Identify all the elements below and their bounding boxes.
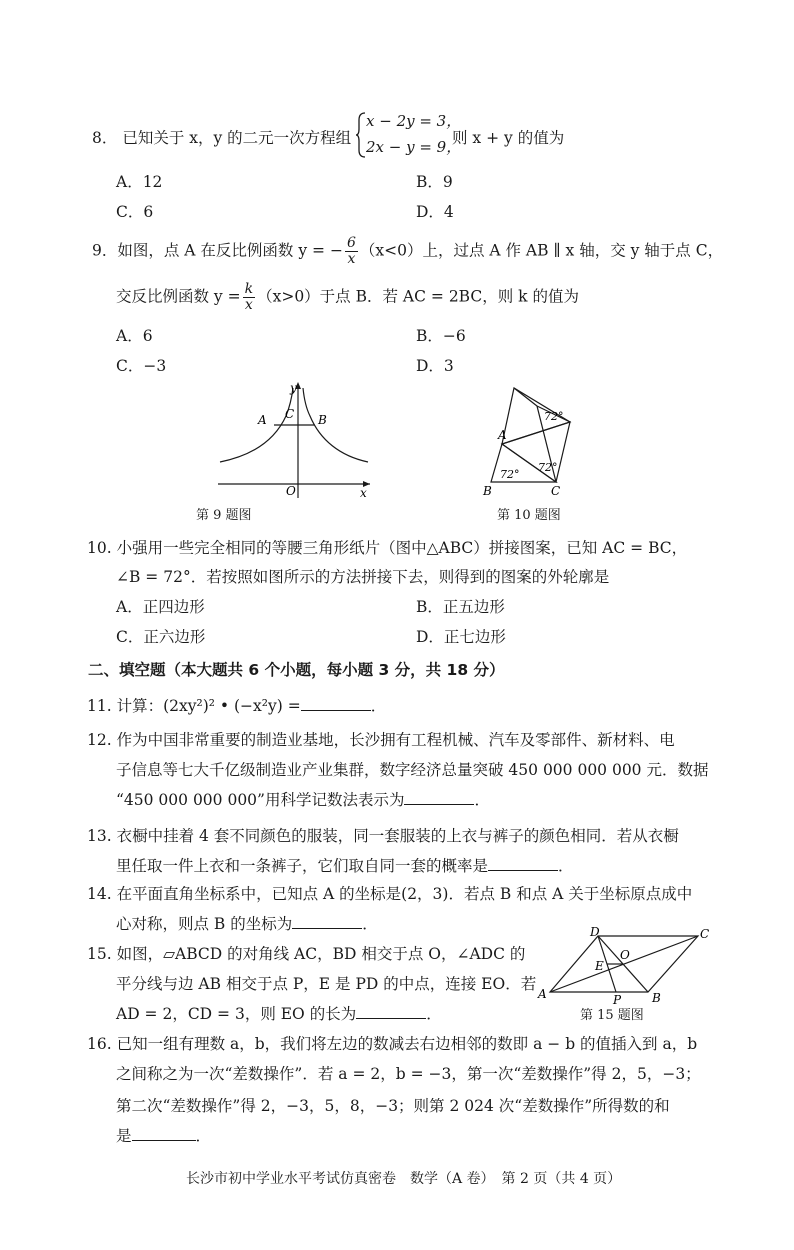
figure-15 bbox=[534, 924, 714, 1006]
q10-line-2: ∠B = 72°．若按照如图所示的方法拼接下去，则得到的图案的外轮廓是 bbox=[116, 568, 610, 586]
fig15-caption: 第 15 题图 bbox=[580, 1008, 644, 1023]
q9-option-d[interactable]: D．3 bbox=[416, 357, 454, 375]
fig15-label-c: C bbox=[700, 927, 710, 941]
q15-line-1 bbox=[87, 944, 525, 964]
q9-fraction-1-numerator: 6 bbox=[346, 235, 356, 251]
fig15-label-o: O bbox=[620, 948, 630, 962]
q14-text-1: 在平面直角坐标系中，已知点 A 的坐标是(2，3)．若点 B 和点 A 关于坐标原点成中 bbox=[116, 885, 693, 903]
q8-equation-1: x − 2y = 3， bbox=[366, 112, 462, 130]
q9-option-a[interactable]: A．6 bbox=[116, 327, 153, 345]
q15-answer-blank[interactable] bbox=[356, 1004, 426, 1019]
page-footer: 长沙市初中学业水平考试仿真密卷 数学（A 卷） 第 2 页（共 4 页） bbox=[186, 1171, 622, 1187]
q8-option-b[interactable]: B．9 bbox=[416, 173, 453, 191]
q10-line-1 bbox=[87, 538, 687, 558]
q10-text-1: 小强用一些完全相同的等腰三角形纸片（图中△ABC）拼接图案，已知 AC = BC， bbox=[116, 539, 688, 557]
q16-line-2: 之间称之为一次“差数操作”．若 a = 2，b = −3，第一次“差数操作”得 2，5，−3； bbox=[116, 1065, 701, 1083]
q8-equation-2: 2x − y = 9， bbox=[366, 138, 462, 156]
q15-number: 15. bbox=[87, 945, 112, 963]
fig15-label-b: B bbox=[652, 991, 661, 1005]
q16-text-4: 是 bbox=[116, 1127, 132, 1145]
q10-option-d[interactable]: D．正七边形 bbox=[416, 628, 506, 646]
q10-option-a[interactable]: A．正四边形 bbox=[116, 598, 205, 616]
q16-number: 16. bbox=[87, 1035, 112, 1053]
q12-line-1 bbox=[87, 730, 675, 750]
q15-line-2: 平分线与边 AB 相交于点 P，E 是 PD 的中点，连接 EO．若 bbox=[116, 975, 537, 993]
q11-answer-blank[interactable] bbox=[301, 696, 371, 711]
q16-line-4 bbox=[116, 1126, 211, 1146]
fig10-label-a: A bbox=[498, 428, 507, 442]
q9-text-2b: （x>0）于点 B．若 AC = 2BC，则 k 的值为 bbox=[257, 287, 579, 306]
q14-number: 14. bbox=[87, 885, 112, 903]
q9-text-2a: 交反比例函数 y = bbox=[116, 287, 241, 306]
q13-line-1 bbox=[87, 826, 679, 846]
q8-line bbox=[92, 128, 351, 148]
q13-end: ． bbox=[558, 857, 574, 875]
q13-text-2: 里任取一件上衣和一条裤子，它们取自同一套的概率是 bbox=[116, 857, 489, 875]
q15-end: ． bbox=[426, 1005, 442, 1023]
q9-fraction-2-denominator: x bbox=[244, 297, 253, 313]
q8-option-a[interactable]: A．12 bbox=[116, 173, 163, 191]
q14-line-1 bbox=[87, 884, 692, 904]
q8-option-d[interactable]: D．4 bbox=[416, 203, 454, 221]
q12-text-1: 作为中国非常重要的制造业基地，长沙拥有工程机械、汽车及零部件、新材料、电 bbox=[116, 731, 675, 749]
fig15-diagonal-ac bbox=[550, 936, 698, 992]
q9-text-1b: （x<0）上，过点 A 作 AB ∥ x 轴，交 y 轴于点 C， bbox=[359, 241, 724, 260]
fig10-edge-line bbox=[514, 388, 537, 406]
q11-end: ． bbox=[370, 697, 387, 715]
q9-fraction-1 bbox=[345, 236, 358, 267]
fig9-label-x: x bbox=[360, 486, 367, 500]
q8-suffix: 则 x + y 的值为 bbox=[452, 129, 565, 147]
q15-text-1: 如图，▱ABCD 的对角线 AC，BD 相交于点 O，∠ADC 的 bbox=[116, 945, 526, 963]
section-2-title: 二、填空题（本大题共 6 个小题，每小题 3 分，共 18 分） bbox=[88, 661, 505, 679]
q12-answer-blank[interactable] bbox=[404, 790, 474, 805]
fig9-label-y: y bbox=[290, 381, 297, 395]
q9-fraction-2-numerator: k bbox=[244, 281, 254, 297]
q12-line-2: 子信息等七大千亿级制造业产业集群，数字经济总量突破 450 000 000 000 元．数据 bbox=[116, 761, 709, 779]
q16-line-3: 第二次“差数操作”得 2，−3，5，8，−3；则第 2 024 次“差数操作”所得数的和 bbox=[116, 1097, 670, 1115]
q16-end: ． bbox=[195, 1127, 212, 1145]
fig9-label-a: A bbox=[258, 413, 267, 427]
fig10-label-c: C bbox=[551, 484, 561, 498]
q16-line-1 bbox=[87, 1034, 697, 1054]
q13-line-2 bbox=[116, 856, 574, 876]
fig15-label-e: E bbox=[595, 959, 604, 973]
q16-text-1: 已知一组有理数 a，b，我们将左边的数减去右边相邻的数即 a − b 的值插入到 a，b bbox=[116, 1035, 698, 1053]
fig9-label-b: B bbox=[318, 413, 327, 427]
figure-9 bbox=[210, 378, 380, 503]
fig15-label-a: A bbox=[538, 987, 547, 1001]
fig9-label-o: O bbox=[286, 484, 296, 498]
q10-option-b[interactable]: B．正五边形 bbox=[416, 598, 505, 616]
q9-text-1a: 如图，点 A 在反比例函数 y = − bbox=[117, 241, 343, 260]
q9-option-c[interactable]: C．−3 bbox=[116, 357, 167, 375]
fig10-angle-c: 72° bbox=[538, 461, 558, 474]
q13-answer-blank[interactable] bbox=[488, 856, 558, 871]
figure-10 bbox=[478, 378, 588, 500]
q14-line-2 bbox=[116, 914, 378, 934]
q9-number: 9． bbox=[92, 241, 118, 260]
q10-option-c[interactable]: C．正六边形 bbox=[116, 628, 206, 646]
q11-number: 11. bbox=[87, 697, 112, 715]
q12-number: 12. bbox=[87, 731, 112, 749]
fig10-label-b: B bbox=[483, 484, 492, 498]
fig9-caption: 第 9 题图 bbox=[196, 508, 252, 523]
fig10-angle-b: 72° bbox=[500, 468, 520, 481]
fig10-caption: 第 10 题图 bbox=[497, 508, 561, 523]
q12-line-3 bbox=[116, 790, 490, 810]
q9-line-1 bbox=[92, 236, 723, 267]
q9-fraction-1-denominator: x bbox=[347, 251, 356, 267]
fig15-label-d: D bbox=[590, 925, 600, 939]
q11-line bbox=[87, 696, 386, 716]
q14-text-2: 心对称，则点 B 的坐标为 bbox=[116, 915, 293, 933]
q10-number: 10. bbox=[87, 539, 112, 557]
q16-answer-blank[interactable] bbox=[132, 1126, 196, 1141]
q8-number: 8． bbox=[92, 129, 118, 147]
q9-fraction-2 bbox=[243, 282, 255, 313]
q9-option-b[interactable]: B．−6 bbox=[416, 327, 466, 345]
q14-end: ． bbox=[362, 915, 378, 933]
q12-end: ． bbox=[474, 791, 490, 809]
q13-text-1: 衣橱中挂着 4 套不同颜色的服装，同一套服装的上衣与裤子的颜色相同．若从衣橱 bbox=[116, 827, 679, 845]
fig9-label-c: C bbox=[285, 407, 295, 421]
q13-number: 13. bbox=[87, 827, 112, 845]
q14-answer-blank[interactable] bbox=[292, 914, 362, 929]
q15-text-3: AD = 2，CD = 3，则 EO 的长为 bbox=[116, 1005, 357, 1023]
fig15-label-p: P bbox=[613, 993, 622, 1006]
q9-line-2 bbox=[116, 282, 579, 313]
q15-line-3 bbox=[116, 1004, 442, 1024]
q8-prefix: 已知关于 x，y 的二元一次方程组 bbox=[122, 129, 352, 147]
q12-text-3: “450 000 000 000”用科学记数法表示为 bbox=[116, 791, 405, 809]
fig10-angle-top: 72° bbox=[544, 410, 564, 423]
q11-text: 计算：(2xy²)² • (−x²y) = bbox=[116, 697, 301, 715]
q8-option-c[interactable]: C．6 bbox=[116, 203, 154, 221]
